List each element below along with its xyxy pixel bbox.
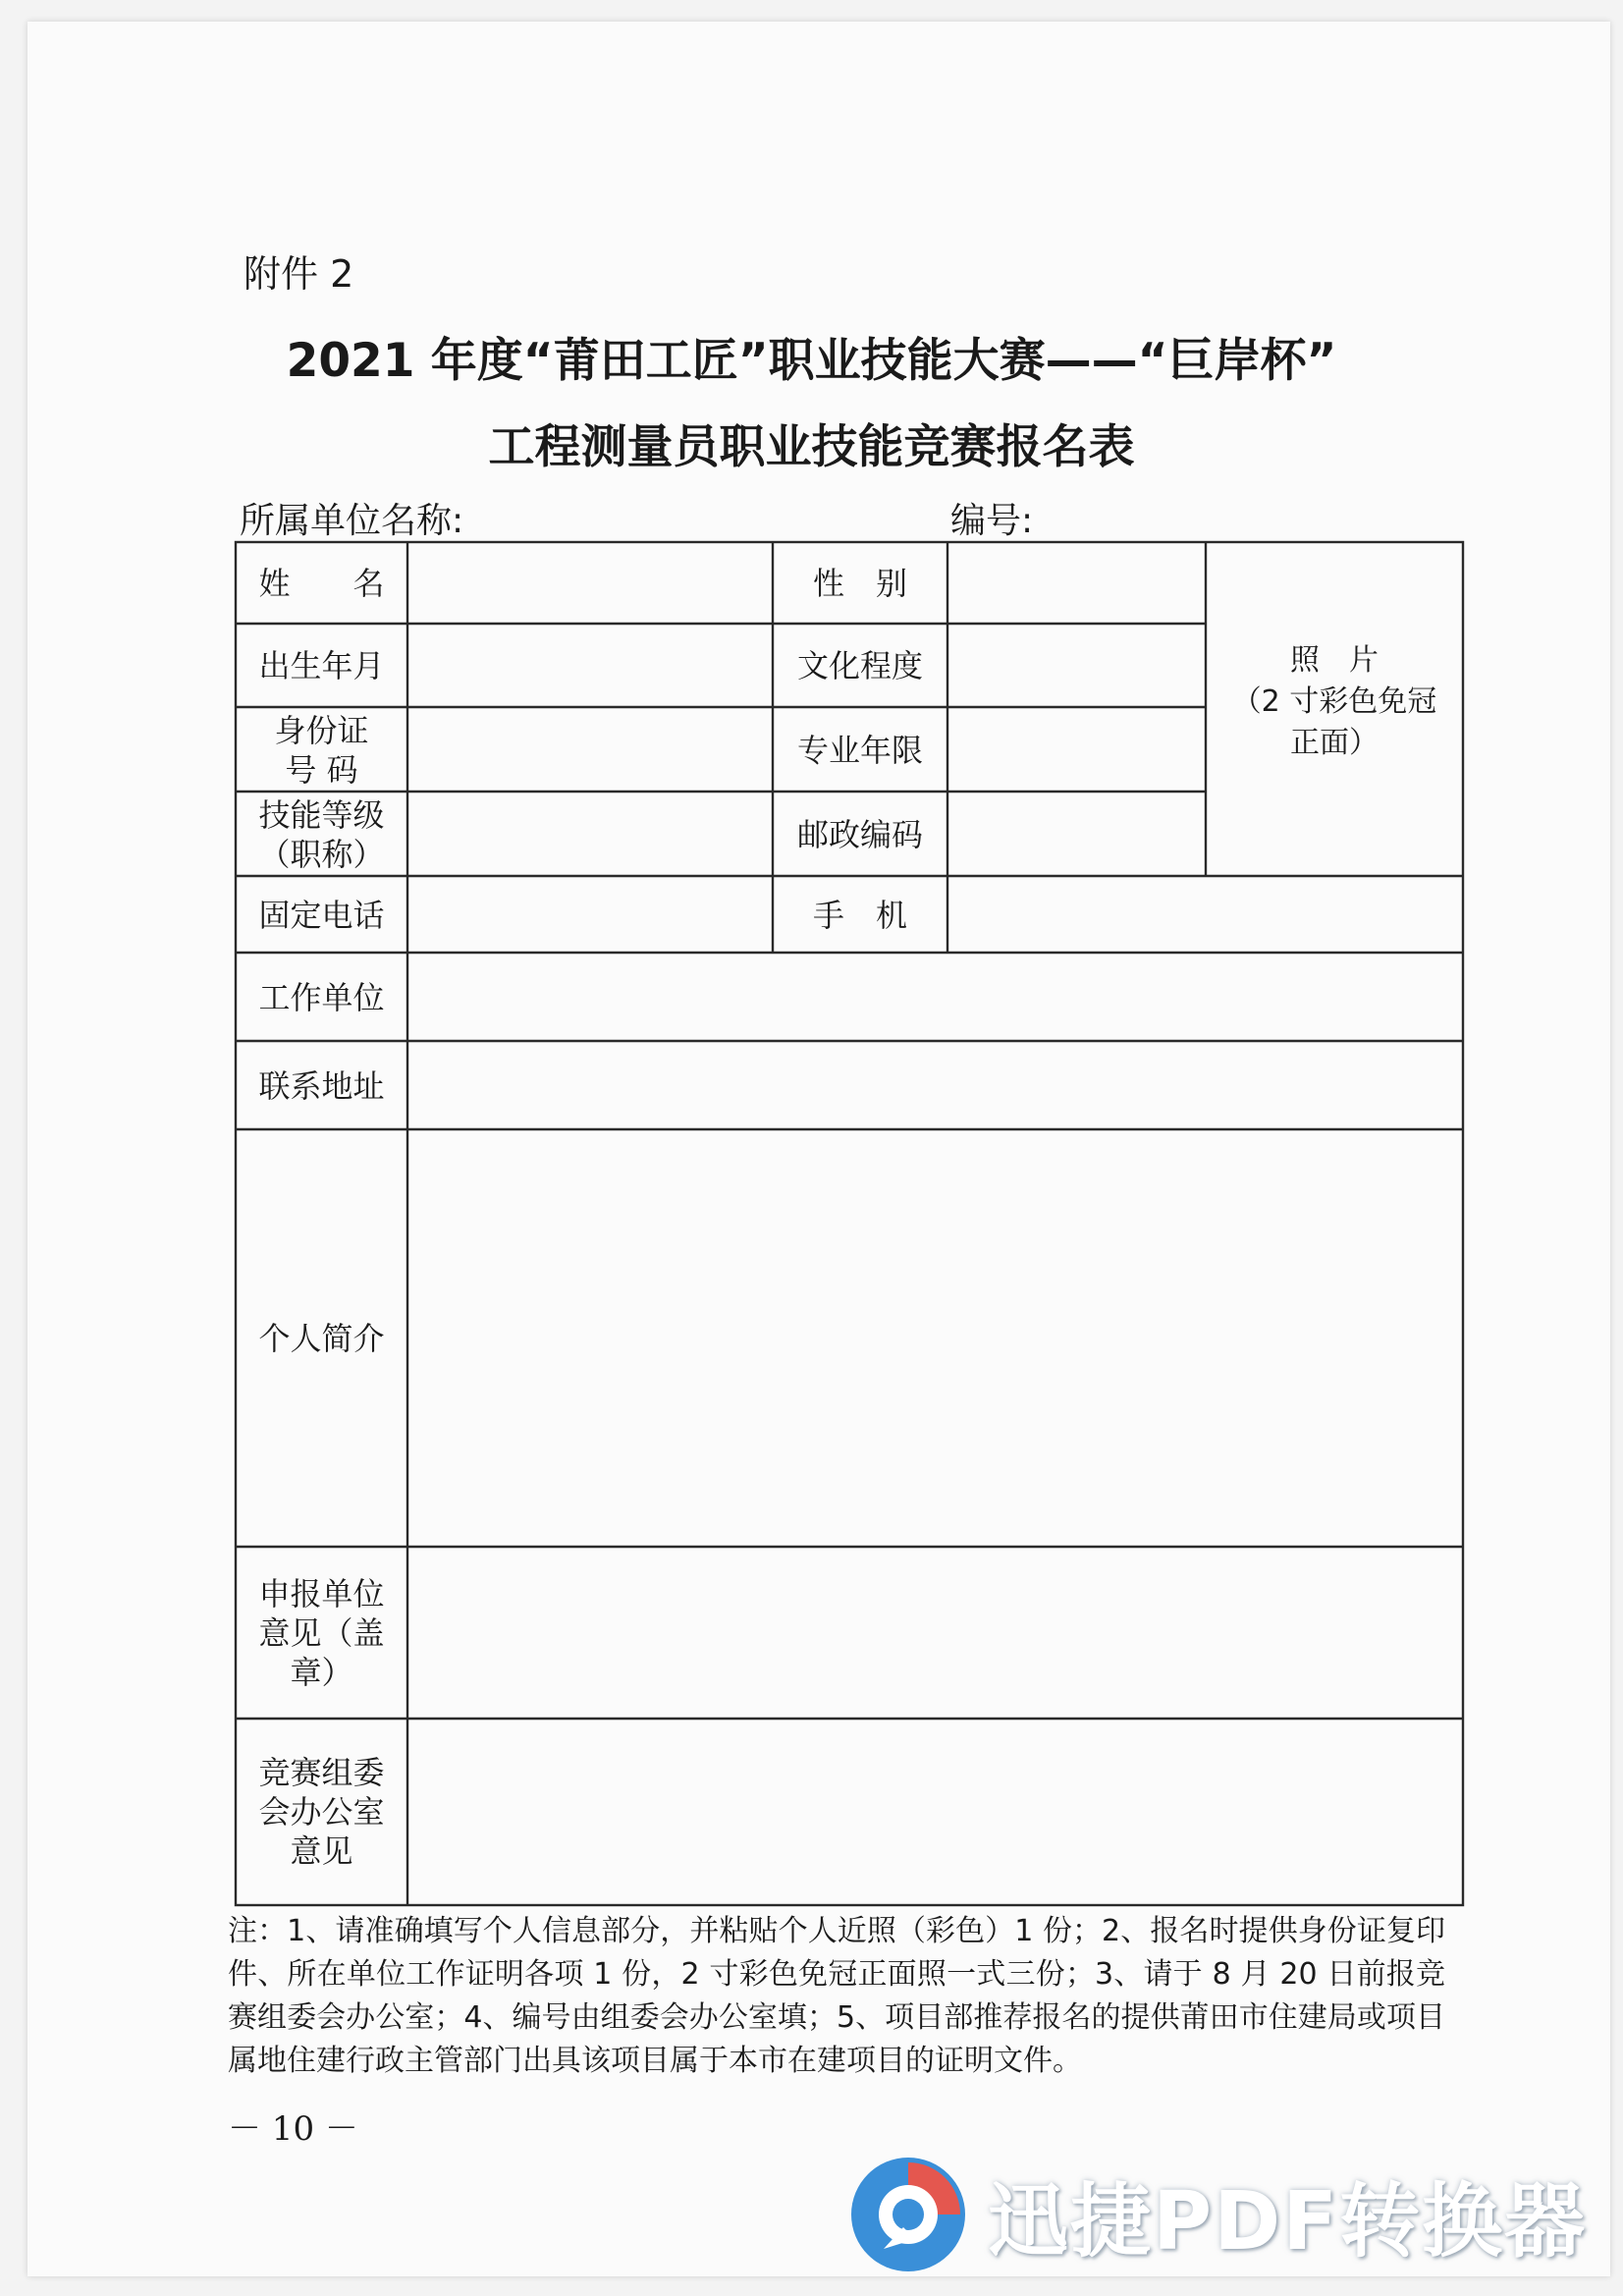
label-birth: 出生年月 <box>258 647 385 684</box>
label-professional-years: 专业年限 <box>796 731 923 769</box>
photo-line1: 照 片 <box>1290 643 1379 678</box>
label-skill-line1: 技能等级 <box>258 795 385 834</box>
label-id-line1: 身份证 <box>274 711 369 749</box>
label-address: 联系地址 <box>258 1066 385 1105</box>
label-name: 姓 名 <box>258 565 385 602</box>
label-committee-opinion <box>238 1721 406 1903</box>
photo-line3: 正面） <box>1290 726 1379 760</box>
label-skill-level <box>238 793 406 875</box>
label-committee-line2: 会办公室 <box>258 1793 385 1831</box>
label-postal-code: 邮政编码 <box>796 815 923 853</box>
serial-number-label: 编号: <box>950 501 1034 541</box>
attachment-label: 附件 2 <box>243 252 354 296</box>
form-notes: 注：1、请准确填写个人信息部分，并粘贴个人近照（彩色）1 份；2、报名时提供身份证复印件、所在单位工作证明各项 1 份，2 寸彩色免冠正面照一式三份；3、请于 8 月 20 日前报竞赛组委会办公室；4、编号由组委会办公室填；5、项目部推荐报名的提供莆田市住建局或项目属地住建行政主管部门出具该项目属于本市在建项目的证明文件。 <box>228 1914 1445 2078</box>
form-title-line2: 工程测量员职业技能竞赛报名表 <box>488 420 1135 474</box>
form-title-line1: 2021 年度“莆田工匠”职业技能大赛——“巨岸杯” <box>286 334 1337 388</box>
label-landline: 固定电话 <box>258 896 385 934</box>
label-bio: 个人简介 <box>258 1320 385 1357</box>
xunjie-logo-icon <box>844 2151 972 2278</box>
watermark <box>844 2141 1591 2288</box>
label-workplace: 工作单位 <box>258 978 385 1016</box>
page-number: － 10 － <box>228 2109 358 2149</box>
label-education: 文化程度 <box>796 647 923 684</box>
label-committee-line3: 意见 <box>290 1832 353 1870</box>
label-skill-line2: （职称） <box>258 835 385 873</box>
label-unit-opinion <box>238 1549 406 1718</box>
photo-line2: （2 寸彩色免冠 <box>1231 684 1437 719</box>
label-opinion-line2: 意见（盖 <box>258 1614 385 1652</box>
watermark-text: 迅捷PDF转换器 <box>988 2174 1588 2269</box>
unit-name-label: 所属单位名称: <box>240 501 464 541</box>
label-committee-line1: 竞赛组委 <box>258 1754 385 1791</box>
label-opinion-line1: 申报单位 <box>258 1575 385 1613</box>
label-gender: 性 别 <box>812 565 907 602</box>
label-mobile: 手 机 <box>812 896 907 934</box>
photo-placeholder <box>1208 629 1461 776</box>
label-id-number <box>238 709 406 791</box>
label-id-line2: 号 码 <box>285 750 358 789</box>
label-opinion-line3: 章） <box>290 1654 353 1691</box>
